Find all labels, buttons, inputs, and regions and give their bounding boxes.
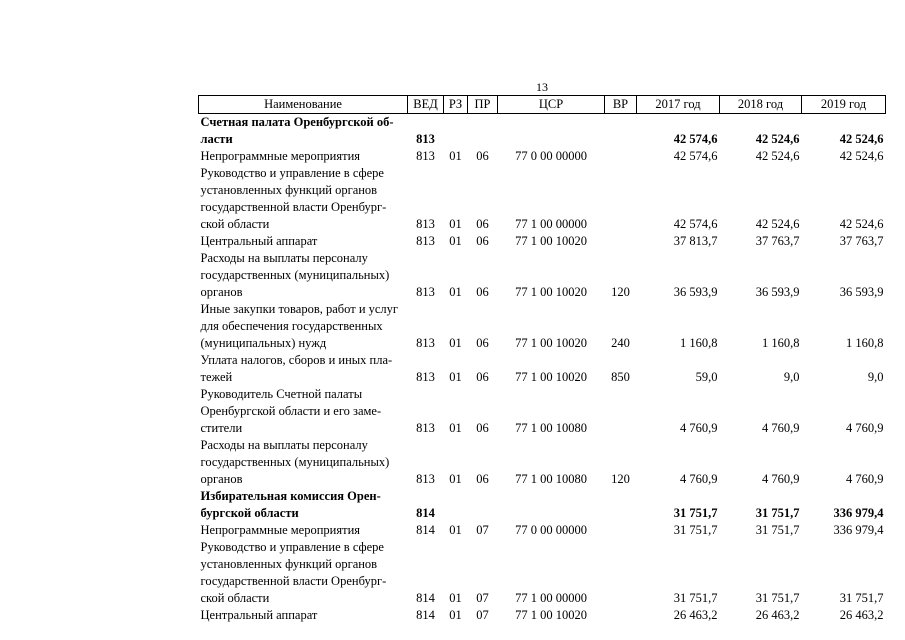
cell-2019: 42 524,6 (839, 149, 884, 163)
cell-2018: 4 760,9 (762, 421, 800, 435)
cell-pr (468, 114, 498, 149)
cell-2019: 36 593,9 (839, 285, 884, 299)
table-header-row (199, 96, 886, 114)
cell-ved: 813 (416, 234, 435, 248)
cell-2017: 42 574,6 (673, 217, 718, 231)
cell-name: Руководитель Счетной палаты Оренбургской области и его заме- стители (200, 387, 382, 435)
cell-2018: 37 763,7 (755, 234, 800, 248)
cell-2019: 336 979,4 (833, 523, 884, 537)
cell-2019: 42 524,6 (839, 132, 884, 146)
cell-2017: 59,0 (695, 370, 718, 384)
page-number: 13 (536, 80, 548, 94)
table-row (199, 352, 886, 386)
table-row (199, 148, 886, 165)
cell-2017: 42 574,6 (673, 149, 718, 163)
cell-vr: 850 (611, 370, 630, 384)
cell-2018: 31 751,7 (755, 591, 800, 605)
cell-2018: 31 751,7 (755, 506, 800, 520)
table-row (199, 114, 886, 149)
header-pr: ПР (468, 96, 498, 114)
cell-name: Руководство и управление в сфере установленных функций органов государственной власти Оренбург- ской области (200, 166, 387, 231)
cell-vr (605, 233, 637, 250)
cell-rz: 01 (449, 234, 462, 248)
cell-csr: 77 1 00 10020 (515, 370, 587, 384)
cell-pr: 06 (476, 421, 489, 435)
cell-csr (498, 114, 605, 149)
cell-csr: 77 1 00 10020 (515, 608, 587, 622)
cell-2018: 1 160,8 (762, 336, 800, 350)
cell-csr: 77 1 00 00000 (515, 217, 587, 231)
cell-pr: 07 (476, 608, 489, 622)
cell-rz: 01 (449, 523, 462, 537)
cell-pr: 06 (476, 149, 489, 163)
table-row (199, 233, 886, 250)
cell-name: Иные закупки товаров, работ и услуг для обеспечения государственных (муниципальных) нужд (200, 302, 399, 350)
cell-name: Непрограммные мероприятия (200, 149, 361, 163)
cell-2018: 36 593,9 (755, 285, 800, 299)
cell-vr: 120 (611, 285, 630, 299)
cell-2017: 26 463,2 (673, 608, 718, 622)
cell-2019: 9,0 (867, 370, 884, 384)
table-row (199, 386, 886, 437)
cell-vr (605, 488, 637, 522)
cell-pr (468, 488, 498, 522)
cell-csr: 77 1 00 10080 (515, 421, 587, 435)
table-body (199, 114, 886, 625)
cell-vr (605, 386, 637, 437)
cell-pr: 07 (476, 591, 489, 605)
budget-table (198, 95, 886, 624)
header-2019: 2019 год (802, 96, 886, 114)
cell-2018: 4 760,9 (762, 472, 800, 486)
header-rz: РЗ (444, 96, 468, 114)
cell-name: Расходы на выплаты персоналу государственных (муниципальных) органов (200, 251, 390, 299)
cell-ved: 813 (416, 149, 435, 163)
cell-vr (605, 522, 637, 539)
cell-rz: 01 (449, 370, 462, 384)
cell-ved: 814 (416, 608, 435, 622)
cell-pr: 07 (476, 523, 489, 537)
cell-name: Руководство и управление в сфере установленных функций органов государственной власти Оренбург- ской области (200, 540, 387, 605)
cell-pr: 06 (476, 285, 489, 299)
cell-vr (605, 114, 637, 149)
cell-2017: 37 813,7 (673, 234, 718, 248)
table-row (199, 607, 886, 624)
cell-ved: 813 (416, 336, 435, 350)
cell-name: Расходы на выплаты персоналу государственных (муниципальных) органов (200, 438, 390, 486)
table-row (199, 539, 886, 607)
cell-csr: 77 1 00 10080 (515, 472, 587, 486)
cell-rz: 01 (449, 217, 462, 231)
cell-csr: 77 1 00 10020 (515, 336, 587, 350)
cell-rz: 01 (449, 472, 462, 486)
cell-2017: 4 760,9 (680, 472, 718, 486)
cell-csr (498, 488, 605, 522)
cell-2017: 1 160,8 (680, 336, 718, 350)
cell-pr: 06 (476, 336, 489, 350)
cell-ved: 814 (416, 591, 435, 605)
table-row (199, 522, 886, 539)
cell-vr (605, 539, 637, 607)
cell-vr: 120 (611, 472, 630, 486)
cell-ved: 813 (416, 217, 435, 231)
cell-2017: 42 574,6 (673, 132, 718, 146)
cell-ved: 813 (416, 472, 435, 486)
cell-pr: 06 (476, 217, 489, 231)
cell-rz (444, 114, 468, 149)
header-2017: 2017 год (637, 96, 720, 114)
cell-csr: 77 1 00 10020 (515, 285, 587, 299)
cell-2019: 1 160,8 (846, 336, 884, 350)
table-row (199, 437, 886, 488)
table-row (199, 301, 886, 352)
cell-2017: 31 751,7 (673, 591, 718, 605)
cell-pr: 06 (476, 370, 489, 384)
cell-ved: 813 (416, 370, 435, 384)
cell-2019: 4 760,9 (846, 421, 884, 435)
cell-name: Уплата налогов, сборов и иных пла- тежей (200, 353, 393, 384)
cell-pr: 06 (476, 472, 489, 486)
cell-2017: 36 593,9 (673, 285, 718, 299)
cell-rz: 01 (449, 149, 462, 163)
cell-ved: 814 (416, 523, 435, 537)
cell-ved: 813 (416, 132, 435, 146)
cell-2018: 26 463,2 (755, 608, 800, 622)
cell-name: Центральный аппарат (200, 608, 318, 622)
cell-ved: 813 (416, 421, 435, 435)
header-name: Наименование (199, 96, 408, 114)
cell-pr: 06 (476, 234, 489, 248)
cell-rz: 01 (449, 421, 462, 435)
header-vr: ВР (605, 96, 637, 114)
cell-2017: 31 751,7 (673, 506, 718, 520)
cell-vr (605, 607, 637, 624)
cell-2018: 42 524,6 (755, 217, 800, 231)
cell-name: Счетная палата Оренбургской об- ласти (200, 115, 394, 146)
cell-ved: 813 (416, 285, 435, 299)
cell-2019: 336 979,4 (833, 506, 884, 520)
cell-2018: 9,0 (783, 370, 800, 384)
cell-rz: 01 (449, 336, 462, 350)
cell-2019: 31 751,7 (839, 591, 884, 605)
cell-2017: 31 751,7 (673, 523, 718, 537)
cell-rz: 01 (449, 591, 462, 605)
cell-vr (605, 148, 637, 165)
header-2018: 2018 год (720, 96, 802, 114)
cell-2019: 26 463,2 (839, 608, 884, 622)
cell-csr: 77 0 00 00000 (515, 523, 587, 537)
cell-2019: 4 760,9 (846, 472, 884, 486)
cell-rz: 01 (449, 285, 462, 299)
cell-csr: 77 1 00 10020 (515, 234, 587, 248)
cell-vr (605, 165, 637, 233)
cell-name: Непрограммные мероприятия (200, 523, 361, 537)
header-csr: ЦСР (498, 96, 605, 114)
cell-2019: 37 763,7 (839, 234, 884, 248)
cell-name: Избирательная комиссия Орен- бургской области (200, 489, 381, 520)
cell-2017: 4 760,9 (680, 421, 718, 435)
table-row (199, 165, 886, 233)
table-row (199, 488, 886, 522)
cell-2018: 42 524,6 (755, 149, 800, 163)
cell-name: Центральный аппарат (200, 234, 318, 248)
cell-vr: 240 (611, 336, 630, 350)
cell-2018: 31 751,7 (755, 523, 800, 537)
cell-2018: 42 524,6 (755, 132, 800, 146)
cell-csr: 77 1 00 00000 (515, 591, 587, 605)
cell-ved: 814 (416, 506, 435, 520)
cell-2019: 42 524,6 (839, 217, 884, 231)
cell-csr: 77 0 00 00000 (515, 149, 587, 163)
table-row (199, 250, 886, 301)
cell-rz: 01 (449, 608, 462, 622)
header-ved: ВЕД (408, 96, 444, 114)
cell-rz (444, 488, 468, 522)
